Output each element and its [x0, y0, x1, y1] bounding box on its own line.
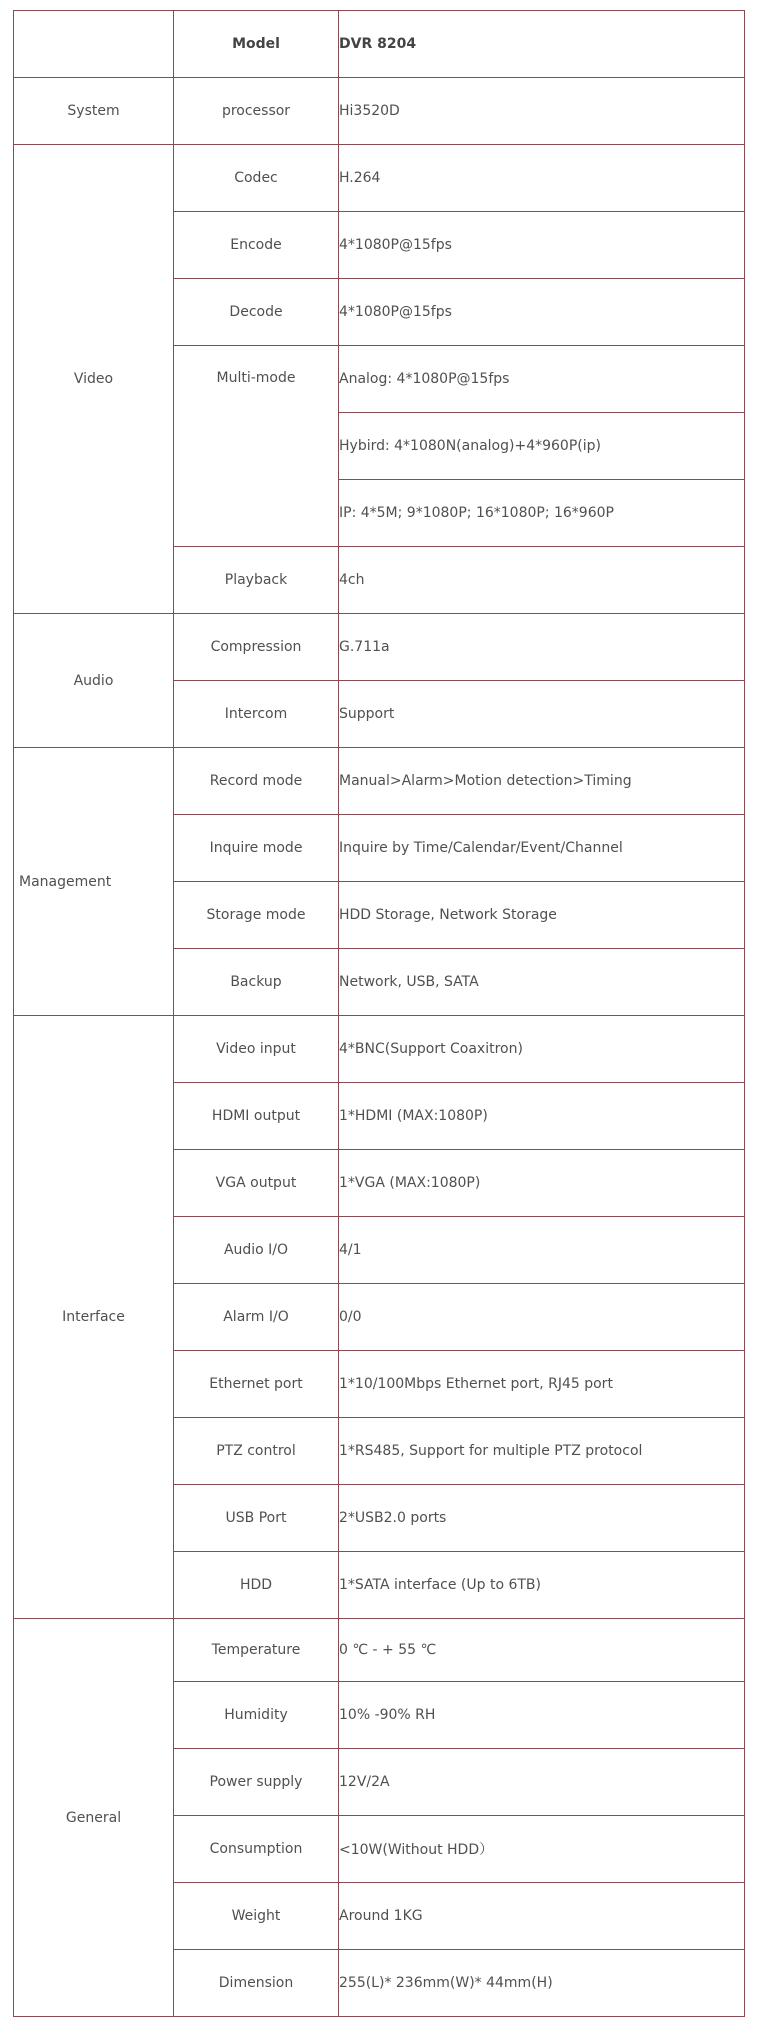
processor-value: Hi3520D	[339, 78, 745, 145]
intercom-value: Support	[339, 681, 745, 748]
audio-io-value: 4/1	[339, 1217, 745, 1284]
table-row-codec	[14, 145, 745, 212]
multimode-value-ip: IP: 4*5M; 9*1080P; 16*1080P; 16*960P	[339, 480, 745, 547]
category-audio: Audio	[14, 614, 174, 748]
vga-output-label: VGA output	[174, 1150, 339, 1217]
video-input-label: Video input	[174, 1016, 339, 1083]
humidity-value: 10% -90% RH	[339, 1682, 745, 1749]
processor-label: processor	[174, 78, 339, 145]
compression-label: Compression	[174, 614, 339, 681]
table-row-temperature	[14, 1619, 745, 1682]
table-row-video-input	[14, 1016, 745, 1083]
backup-label: Backup	[174, 949, 339, 1016]
model-label: Model	[174, 11, 339, 78]
backup-value: Network, USB, SATA	[339, 949, 745, 1016]
inquire-mode-label: Inquire mode	[174, 815, 339, 882]
usb-port-label: USB Port	[174, 1485, 339, 1552]
hdd-value: 1*SATA interface (Up to 6TB)	[339, 1552, 745, 1619]
corner-cell	[14, 11, 174, 78]
model-value: DVR 8204	[339, 11, 745, 78]
power-supply-label: Power supply	[174, 1749, 339, 1816]
decode-value: 4*1080P@15fps	[339, 279, 745, 346]
temperature-label: Temperature	[174, 1619, 339, 1682]
inquire-mode-value: Inquire by Time/Calendar/Event/Channel	[339, 815, 745, 882]
dimension-label: Dimension	[174, 1950, 339, 2017]
category-management: Management	[14, 748, 174, 1016]
ptz-control-label: PTZ control	[174, 1418, 339, 1485]
humidity-label: Humidity	[174, 1682, 339, 1749]
consumption-label: Consumption	[174, 1816, 339, 1883]
weight-value: Around 1KG	[339, 1883, 745, 1950]
multimode-value-hybrid: Hybird: 4*1080N(analog)+4*960P(ip)	[339, 413, 745, 480]
multimode-label: Multi-mode	[174, 346, 339, 547]
table-row-record-mode	[14, 748, 745, 815]
power-supply-value: 12V/2A	[339, 1749, 745, 1816]
storage-mode-label: Storage mode	[174, 882, 339, 949]
compression-value: G.711a	[339, 614, 745, 681]
video-input-value: 4*BNC(Support Coaxitron)	[339, 1016, 745, 1083]
ethernet-port-value: 1*10/100Mbps Ethernet port, RJ45 port	[339, 1351, 745, 1418]
category-interface: Interface	[14, 1016, 174, 1619]
record-mode-label: Record mode	[174, 748, 339, 815]
alarm-io-label: Alarm I/O	[174, 1284, 339, 1351]
encode-label: Encode	[174, 212, 339, 279]
table-row-processor	[14, 78, 745, 145]
category-general: General	[14, 1619, 174, 2017]
playback-value: 4ch	[339, 547, 745, 614]
ptz-control-value: 1*RS485, Support for multiple PTZ protocol	[339, 1418, 745, 1485]
usb-port-value: 2*USB2.0 ports	[339, 1485, 745, 1552]
audio-io-label: Audio I/O	[174, 1217, 339, 1284]
encode-value: 4*1080P@15fps	[339, 212, 745, 279]
codec-label: Codec	[174, 145, 339, 212]
category-system: System	[14, 78, 174, 145]
temperature-value: 0 ℃ - + 55 ℃	[339, 1619, 745, 1682]
decode-label: Decode	[174, 279, 339, 346]
storage-mode-value: HDD Storage, Network Storage	[339, 882, 745, 949]
category-video: Video	[14, 145, 174, 614]
spec-table	[13, 10, 745, 2017]
codec-value: H.264	[339, 145, 745, 212]
dimension-value: 255(L)* 236mm(W)* 44mm(H)	[339, 1950, 745, 2017]
table-row-model	[14, 11, 745, 78]
hdd-label: HDD	[174, 1552, 339, 1619]
vga-output-value: 1*VGA (MAX:1080P)	[339, 1150, 745, 1217]
table-row-compression	[14, 614, 745, 681]
consumption-value: <10W(Without HDD）	[339, 1816, 745, 1883]
multimode-value-analog: Analog: 4*1080P@15fps	[339, 346, 745, 413]
hdmi-output-label: HDMI output	[174, 1083, 339, 1150]
record-mode-value: Manual>Alarm>Motion detection>Timing	[339, 748, 745, 815]
ethernet-port-label: Ethernet port	[174, 1351, 339, 1418]
alarm-io-value: 0/0	[339, 1284, 745, 1351]
intercom-label: Intercom	[174, 681, 339, 748]
weight-label: Weight	[174, 1883, 339, 1950]
hdmi-output-value: 1*HDMI (MAX:1080P)	[339, 1083, 745, 1150]
playback-label: Playback	[174, 547, 339, 614]
